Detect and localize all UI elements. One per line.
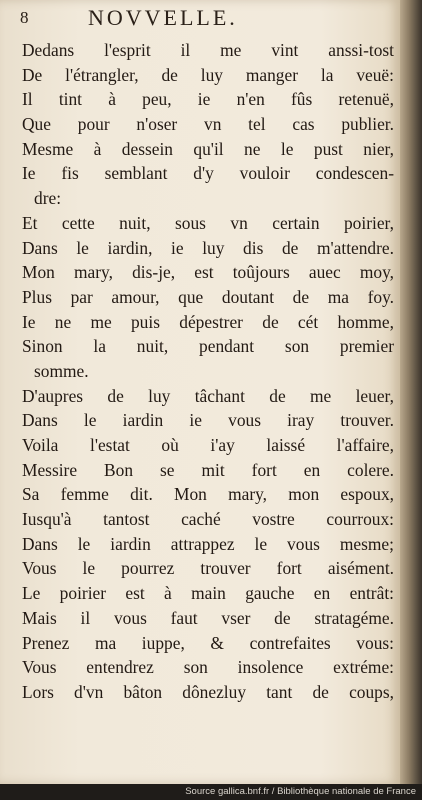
text-line: Prenez ma iuppe, & contrefaites vous: (22, 632, 394, 653)
text-line: Dans le iardin, ie luy dis de m'attendre. (22, 237, 394, 258)
text-line: Voila l'estat où i'ay laissé l'affaire, (22, 435, 394, 455)
text-line: Sa femme dit. Mon mary, mon espoux, (22, 484, 394, 505)
text-line: Ie ne me puis dépestrer de cét homme, (22, 311, 394, 332)
running-head: NOVVELLE. (88, 5, 238, 30)
text-line: Mais il vous faut vser de stratagéme. (22, 607, 394, 628)
text-line: Messire Bon se mit fort en colere. (22, 459, 394, 480)
poem-text (22, 38, 394, 705)
page-header (0, 0, 400, 40)
text-line: somme. (34, 360, 89, 381)
text-line: Dans le iardin attrappez le vous mesme; (22, 533, 394, 554)
source-footer (0, 784, 422, 800)
text-line: Dedans l'esprit il me vint anssi-tost (22, 40, 394, 60)
text-line: Et cette nuit, sous vn certain poirier, (22, 212, 394, 233)
text-line: D'aupres de luy tâchant de me leuer, (22, 385, 394, 406)
text-line: Vous le pourrez trouver fort aisément. (22, 558, 394, 579)
page-number: 8 (20, 8, 29, 27)
page-edge (400, 0, 422, 784)
text-line: De l'étrangler, de luy manger la veuë: (22, 64, 394, 85)
text-line: Que pour n'oser vn tel cas publier. (22, 114, 394, 135)
text-line: Dans le iardin ie vous iray trouver. (22, 410, 394, 431)
text-line: Vous entendrez son insolence extréme: (22, 657, 394, 678)
text-line: Sinon la nuit, pendant son premier (22, 336, 394, 357)
text-line: Plus par amour, que doutant de ma foy. (22, 286, 394, 307)
source-credit: Source gallica.bnf.fr / Bibliothèque nationale de France (185, 786, 416, 797)
text-line: Mon mary, dis-je, est toûjours auec moy, (22, 262, 394, 283)
text-line: dre: (34, 188, 62, 209)
text-line: Le poirier est à main gauche en entrât: (22, 583, 394, 604)
text-line: Ie fis semblant d'y vouloir condescen- (22, 163, 394, 184)
text-line: Iusqu'à tantost caché vostre courroux: (22, 509, 394, 530)
text-line: Lors d'vn bâton dônezluy tant de coups, (22, 681, 394, 702)
text-line: Mesme à dessein qu'il ne le pust nier, (22, 138, 394, 159)
text-line: Il tint à peu, ie n'en fûs retenuë, (22, 89, 394, 110)
